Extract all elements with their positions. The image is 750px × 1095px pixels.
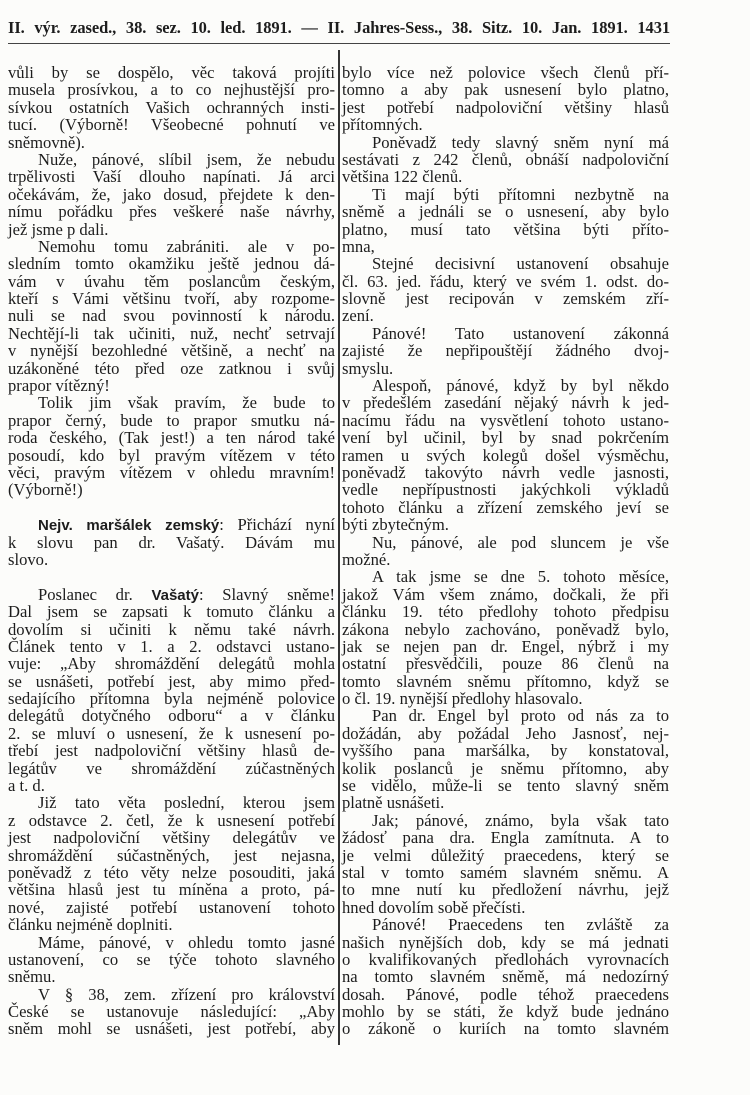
paragraph [342,812,669,916]
text-line: stal v tomto samém slavném sněmu. A [342,862,669,882]
text-line: delegátů dotyčného odboru“ a v článku [8,706,335,726]
text-line: platno, musí tato většina býti příto- [342,219,669,239]
text-line: Nechtějí-li tak učiniti, nuž, nechť setrvají [8,323,335,343]
text-line: prapor černý, bude to prapor smutku ná- [8,410,335,430]
text-run: : Slavný sněme! [198,584,335,604]
paragraph [342,568,669,707]
text-line: vyššího pana maršálka, by konstatoval, [342,741,669,761]
text-line: Pan dr. Engel byl proto od nás za to [372,706,669,726]
paragraph [8,986,335,1038]
text-line: jak se nejen pan dr. Engel, nýbrž i my [342,636,669,656]
text-line: našich nynějších dob, kdy se má jednati [342,932,669,952]
text-line: a t. d. [8,776,45,796]
paragraph [342,64,669,134]
paragraph [342,707,669,811]
paragraph [8,586,335,795]
text-line: tomto slavném sněmu přítomno, když se [342,671,669,691]
text-line: nímu pořádku přes veškeré naše návrhy, [8,202,335,222]
text-line: vuje: „Aby shromáždění delegátů mohla [8,654,335,674]
text-line: mna, [342,236,375,256]
text-line: tomno a aby pak usnesení bylo platno, [342,80,669,100]
text-line: poněvadž z této věty nelze posouditi, jaká [8,862,335,882]
speaker-line [8,586,335,603]
text-line: shromáždění súčastněných, jest nejasna, [8,845,335,865]
text-line: většina 122 členů. [342,167,463,187]
text-line: žádosť pana dra. Engla zamítnuta. A to [342,828,669,848]
paragraph [342,255,669,325]
text-line: jest potřebí nadpoloviční většiny hlasů [342,97,669,117]
text-line: Již tato věta poslední, kterou jsem [38,793,335,813]
text-line: o čl. 19. nynější předlohy hlasovalo. [342,689,583,709]
text-line: dožádán, aby požádal Jeho Jasnosť, nej- [342,723,669,743]
text-line: je velmi důležitý praecedens, který se [342,845,669,865]
text-line: Článek tento v 1. a 2. odstavci ustano- [8,636,335,656]
text-line: z odstavce 2. četl, že k usnesení potřebí [8,810,335,830]
text-line: sněmě a jednáli se o usnesení, aby bylo [342,202,669,222]
text-line: posoudí, kdo byl pravým vítězem v této [8,445,335,465]
text-line: nacímu řádu na vysvětlení tohoto ustano- [342,410,669,430]
text-line: jest nadpoloviční většiny delegátův ve [8,828,335,848]
text-line: hned dovolím sobě přečísti. [342,897,526,917]
text-line: slovo. [8,549,49,569]
text-line: článku 19. této předlohy tohoto předpisu [342,602,669,622]
text-line: nuli se nad svou povinností k národu. [8,306,335,326]
text-line: článku nejméně doplniti. [8,915,173,935]
text-line: Máme, pánové, v ohledu tomto jasné [38,932,335,952]
text-line: vůli by se dospělo, věc taková projíti [8,63,335,82]
header-rule [8,43,670,44]
text-line: Nu, pánové, ale pod sluncem je vše [372,532,669,552]
speaker-name: Nejv. maršálek zemský [38,517,220,535]
text-line: to mne nutí ku předložení návrhu, jejž [342,880,669,900]
paragraph [8,64,335,151]
text-line: A tak jsme se dne 5. tohoto měsíce, [372,567,669,587]
text-line: v předešlém zasedání nějaký návrh k jed- [342,393,669,413]
text-line: 2. se mluví o usnesení, že k usnesení po- [8,723,335,743]
text-line: sívkou ostatních Vašich ochranných insti- [8,97,335,117]
text-line: dovolím si učiniti k němu také návrh. [8,619,335,639]
text-line: Jak; pánové, známo, byla však tato [372,810,669,830]
text-line: jež jsme p dali. [8,219,109,239]
text-line: vedle nepřípustnosti jakýchkoli výkladů [342,480,669,500]
text-line: tucí. (Výborně! Všeobecné pohnutí ve [8,115,335,135]
text-line: prapor vítězný! [8,376,110,396]
paragraph-gap [8,499,335,516]
column-divider [338,50,340,1045]
text-line: v nynější bezohledné většině, a nechť na [8,341,335,361]
text-line: kteří s Vámi většinu tvoří, aby rozpome- [8,289,335,309]
paragraph [8,794,335,933]
text-line: sestávati z 242 členů, obnáší nadpoloviční [342,149,669,169]
paragraph [342,534,669,569]
text-line: trpělivosti Vaší dlouho napínati. Já arci [8,167,335,187]
text-line: o zákoně o kuriích na tomto slavném [342,1019,669,1039]
text-line: musela prosívkou, a to co nejhustější pro- [8,80,335,100]
speaker-line [8,516,335,533]
text-line: vení byl učinil, byl by snad pokrčením [342,428,669,448]
text-line: (Výborně!) [8,480,83,500]
text-line: se usnášeti, potřebí jest, aby mimo před- [8,671,335,691]
text-line: dosah. Pánové, podle téhož praecedens [342,984,669,1004]
text-line: Nuže, pánové, slíbil jsem, že nebudu [38,149,335,169]
text-line: sněmu. [8,967,56,987]
text-line: mohlo by se státi, že když bude jednáno [342,1002,669,1022]
text-line: poněvadž takovýto návrh vedle jasnosti, [342,462,669,482]
text-line: sněmovně). [8,132,85,152]
text-line: Tolik jim však pravím, že bude to [38,393,335,413]
text-line: sedajícího přítomna byla nejméně polovice [8,689,335,709]
paragraph [8,934,335,986]
text-line: býti zbytečným. [342,515,449,535]
text-line: jakož Vám všem známo, dočkali, že při [342,584,669,604]
right-column [342,64,669,1038]
text-line: přítomných. [342,115,423,135]
text-line: uzákoněné této před oze zatknou i svůj [8,358,335,378]
text-line: očekávám, že, jako dosud, přejdete k den- [8,184,335,204]
paragraph [342,377,669,534]
left-column [8,64,335,1038]
text-line: slovně jest recipován v zemském zří- [342,289,669,309]
text-line: tohoto článku a zřízení zemského jeví se [342,497,669,517]
text-line: na tomto slavném sněmě, má nedozírný [342,967,669,987]
text-line: sledním tomto okamžiku ještě jednou dá- [8,254,335,274]
text-run: : Přichází nyní [219,515,335,535]
text-line: smyslu. [342,358,394,378]
text-line: se vidělo, může-li se tento slavný sněm [342,776,669,796]
paragraph [342,325,669,377]
paragraph [8,394,335,498]
text-line: o kvalifikovaných předlohách vyrovnacích [342,949,669,969]
text-line: většina hlasů jest tu míněna a proto, pá- [8,880,335,900]
text-line: Alespoň, pánové, když by byl někdo [372,376,669,396]
text-line: třebí jest nadpoloviční většiny hlasů de- [8,741,335,761]
text-line: ustanovení, co se týče tohoto slavného [8,949,335,969]
page-header: II. výr. zased., 38. sez. 10. led. 1891. — II. Jahres-Sess., 38. Sitz. 10. Jan. 1891. 1431 [8,18,670,37]
text-line: k slovu pan dr. Vašatý. Dávám mu [8,532,335,552]
text-run: Poslanec dr. [38,584,152,604]
text-line: nové, zajisté potřebí ustanovení tohoto [8,897,335,917]
text-line: Dal jsem se zapsati k tomuto článku a [8,602,335,622]
text-line: čl. 63. jed. řádu, který ve svém 1. odst. do- [342,271,669,291]
text-line: ramen u svých kolegů došel výsměchu, [342,445,669,465]
text-line: Pánové! Tato ustanovení zákonná [372,323,669,343]
text-line: roda českého, (Tak jest!) a ten národ také [8,428,335,448]
text-line: kolik poslanců je sněmu přítomno, aby [342,758,669,778]
paragraph [8,151,335,238]
paragraph [342,134,669,186]
text-line: Nemohu tomu zabrániti. ale v po- [38,236,335,256]
text-line: Stejné decisivní ustanovení obsahuje [372,254,669,274]
text-line: Ti mají býti přítomni nezbytně na [372,184,669,204]
text-line: ostatní přesvědčili, pouze 86 členů na [342,654,669,674]
text-line: vám v úvahu těm poslancům českým, [8,271,335,291]
speaker-name: Vašatý [151,586,199,604]
paragraph-gap [8,568,335,585]
text-line: zajisté že nepřipouštějí žádného dvoj- [342,341,669,361]
text-line: věci, pravým vítězem v ohledu mravním! [8,462,335,482]
text-line: bylo více než polovice všech členů pří- [342,63,669,82]
paragraph [342,916,669,1038]
paragraph [8,516,335,568]
text-line: platně usnášeti. [342,793,445,813]
paragraph [342,186,669,256]
text-line: zákona nebylo zachováno, poněvadž bylo, [342,619,669,639]
text-line: legátův ve shromáždění zúčastněných [8,758,335,778]
text-line: zení. [342,306,374,326]
text-line: možné. [342,549,391,569]
text-line: Pánové! Praecedens ten zvláště za [372,915,669,935]
text-line: České se ustanovuje následující: „Aby [8,1002,335,1022]
text-line: sněm mohl se usnášeti, jest potřebí, aby [8,1019,335,1039]
paragraph [8,238,335,395]
text-line: V § 38, zem. zřízení pro království [38,984,335,1004]
text-line: Poněvadž tedy slavný sněm nyní má [372,132,669,152]
